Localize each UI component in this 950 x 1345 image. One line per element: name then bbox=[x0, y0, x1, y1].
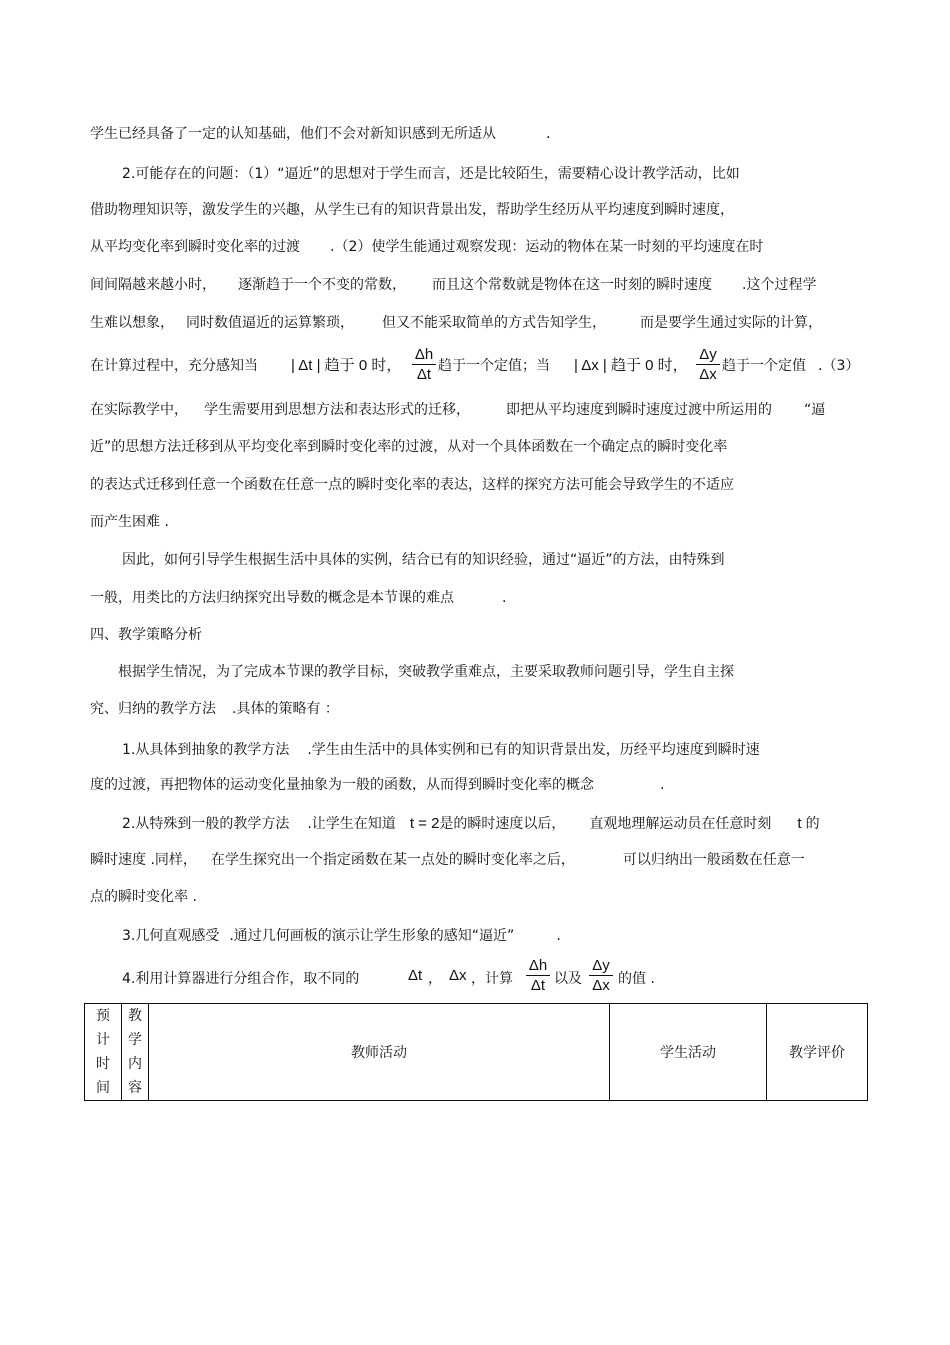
fraction-dh-dt bbox=[526, 957, 550, 994]
table-header-row bbox=[85, 1004, 868, 1101]
text-line: 的值 . bbox=[618, 971, 655, 987]
text-line: ，计算 bbox=[471, 971, 513, 987]
fraction-numerator: Δh bbox=[414, 346, 434, 363]
text-line: 趋于一个定值 .（3） bbox=[722, 358, 860, 374]
text-line: 生难以想象， 同时数值逼近的运算繁琐， 但又不能采取简单的方式告知学生， 而是要学生通过实际的计算， bbox=[90, 315, 822, 331]
text-line: 趋于一个定值；当 bbox=[438, 358, 550, 374]
text-line: 3.几何直观感受 .通过几何画板的演示让学生形象的感知“逼近” . bbox=[122, 928, 561, 944]
text-line: 在计算过程中，充分感知当 bbox=[90, 358, 258, 374]
delta-t-text: Δt bbox=[408, 967, 423, 984]
fraction-denominator: Δt bbox=[416, 366, 432, 383]
text-line: 究、归纳的教学方法 .具体的策略有 ： bbox=[90, 701, 339, 717]
text-line: 从平均变化率到瞬时变化率的过渡 .（2）使学生能通过观察发现：运动的物体在某一时刻的平均速度在时 bbox=[90, 239, 764, 255]
text-line: 以及 bbox=[554, 971, 582, 987]
section-heading: 四、教学策略分析 bbox=[90, 627, 202, 643]
text-line: 借助物理知识等，激发学生的兴趣，从学生已有的知识背景出发，帮助学生经历从平均速度到瞬时速度， bbox=[90, 202, 734, 218]
fraction-denominator: Δt bbox=[530, 977, 546, 994]
fraction-dy-dx bbox=[696, 346, 720, 383]
header-cell-content: 教 学 内 容 bbox=[122, 1004, 149, 1101]
fraction-bar bbox=[696, 364, 720, 365]
fraction-dh-dt bbox=[412, 346, 436, 383]
text-line: 1.从具体到抽象的教学方法 .学生由生活中的具体实例和已有的知识背景出发，历经平均速度到瞬时速 bbox=[122, 742, 760, 758]
text-line: 根据学生情况，为了完成本节课的教学目标，突破教学重难点，主要采取教师问题引导，学生自主探 bbox=[118, 664, 734, 680]
text-line: 度的过渡，再把物体的运动变化量抽象为一般的函数，从而得到瞬时变化率的概念 . bbox=[90, 777, 665, 793]
text-line: ， bbox=[428, 971, 442, 987]
text-line: 近”的思想方法迁移到从平均变化率到瞬时变化率的过渡，从对一个具体函数在一个确定点的瞬时变化率 bbox=[90, 439, 728, 455]
text-line: 一般，用类比的方法归纳探究出导数的概念是本节课的难点 . bbox=[90, 590, 507, 606]
text-line: 瞬时速度 .同样， 在学生探究出一个指定函数在某一点处的瞬时变化率之后， 可以归纳出一般函数在任意一 bbox=[90, 852, 805, 868]
abs-dt-text: | Δt | 趋于 0 时， bbox=[291, 357, 402, 374]
fraction-denominator: Δx bbox=[699, 366, 717, 383]
fraction-bar bbox=[589, 975, 613, 976]
header-cell-student-activity: 学生活动 bbox=[610, 1004, 767, 1101]
text-line: 2.从特殊到一般的教学方法 .让学生在知道 t = 2是的瞬时速度以后， 直观地理解运动员在任意时刻 t 的 bbox=[122, 815, 820, 832]
fraction-bar bbox=[412, 364, 436, 365]
fraction-numerator: Δh bbox=[528, 957, 548, 974]
text-line: 2.可能存在的问题：（1）“逼近”的思想对于学生而言，还是比较陌生，需要精心设计教学活动，比如 bbox=[122, 166, 740, 182]
header-cell-time: 预 计 时 间 bbox=[85, 1004, 122, 1101]
text-line: 4.利用计算器进行分组合作，取不同的 bbox=[122, 971, 360, 987]
abs-dx-text: | Δx | 趋于 0 时， bbox=[574, 357, 688, 374]
fraction-bar bbox=[526, 975, 550, 976]
fraction-denominator: Δx bbox=[592, 977, 610, 994]
header-cell-evaluation: 教学评价 bbox=[767, 1004, 868, 1101]
text-line: 的表达式迁移到任意一个函数在任意一点的瞬时变化率的表达，这样的探究方法可能会导致学生的不适应 bbox=[90, 477, 734, 493]
fraction-numerator: Δy bbox=[699, 346, 717, 363]
text-line: 学生已经具备了一定的认知基础，他们不会对新知识感到无所适从 . bbox=[90, 126, 551, 142]
lesson-plan-table bbox=[84, 1003, 868, 1101]
text-line: 而产生困难 . bbox=[90, 514, 169, 530]
text-line: 间间隔越来越小时， 逐渐趋于一个不变的常数， 而且这个常数就是物体在这一时刻的瞬时速度 .这个过程学 bbox=[90, 277, 817, 293]
text-line: 点的瞬时变化率 . bbox=[90, 889, 197, 905]
fraction-numerator: Δy bbox=[592, 957, 610, 974]
fraction-dy-dx bbox=[589, 957, 613, 994]
text-line: 在实际教学中， 学生需要用到思想方法和表达形式的迁移， 即把从平均速度到瞬时速度过渡中所运用的 “逼 bbox=[90, 402, 826, 418]
delta-x-text: Δx bbox=[449, 967, 467, 984]
header-cell-teacher-activity: 教师活动 bbox=[149, 1004, 610, 1101]
text-line: 因此，如何引导学生根据生活中具体的实例，结合已有的知识经验，通过“逼近”的方法，由特殊到 bbox=[122, 552, 725, 568]
